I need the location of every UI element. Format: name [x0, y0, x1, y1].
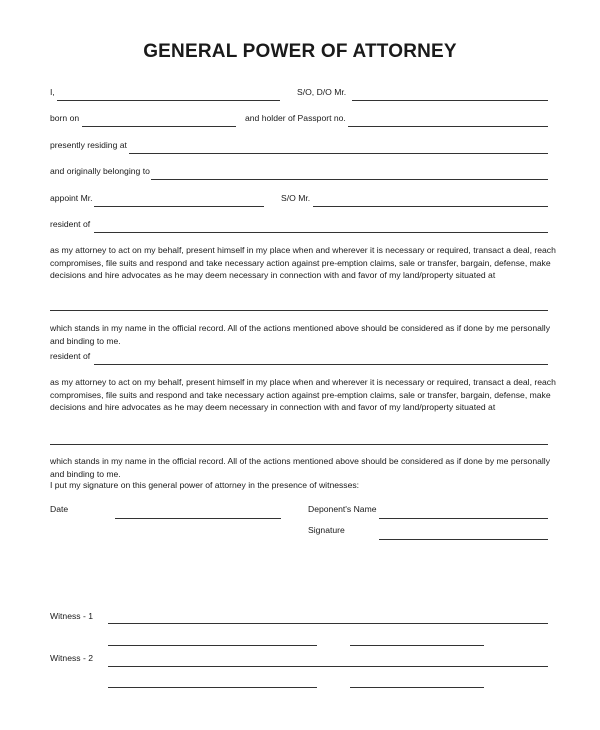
passport-number-line[interactable] — [348, 126, 548, 127]
document-title: GENERAL POWER OF ATTORNEY — [143, 41, 457, 62]
origin-line[interactable] — [151, 179, 548, 180]
attorney-clause-2: as my attorney to act on my behalf, present himself in my place when and wherever it is necessary or required, transact a deal, reach compromises, file suits and respond and take necessary action against pre-emption claims, sale or transfer, bargain, defense, make decisions and hire advocates as he may deem necessary in connection with and favor of my land/property situated at — [50, 377, 556, 413]
label-so-do: S/O, D/O Mr. — [297, 87, 347, 97]
attorney-residence-line[interactable] — [94, 232, 548, 233]
witness-2-line[interactable] — [108, 666, 548, 667]
label-i: I, — [50, 87, 55, 97]
resident-line-2[interactable] — [94, 364, 548, 365]
record-clause-2: which stands in my name in the official record. All of the actions mentioned above should be considered as if done by me personally and binding to me. — [50, 456, 550, 479]
birth-date-line[interactable] — [82, 126, 236, 127]
label-belonging: and originally belonging to — [50, 166, 150, 176]
label-resident-1: resident of — [50, 219, 91, 229]
record-clause-1: which stands in my name in the official record. All of the actions mentioned above should be considered as if done by me personally and binding to me. — [50, 323, 550, 346]
property-location-line-1[interactable] — [50, 310, 548, 311]
residence-line[interactable] — [129, 153, 548, 154]
signature-statement: I put my signature on this general power of attorney in the presence of witnesses: — [50, 480, 360, 490]
label-residing: presently residing at — [50, 140, 127, 150]
label-deponent-name: Deponent's Name — [308, 504, 377, 514]
witness-2-signature-line[interactable] — [350, 687, 484, 688]
label-witness-2: Witness - 2 — [50, 653, 93, 663]
witness-1-line[interactable] — [108, 623, 548, 624]
date-line[interactable] — [115, 518, 281, 519]
deponent-name-line[interactable] — [379, 518, 548, 519]
attorney-name-line[interactable] — [94, 206, 264, 207]
label-appoint: appoint Mr. — [50, 193, 93, 203]
label-signature: Signature — [308, 525, 345, 535]
label-passport: and holder of Passport no. — [245, 113, 346, 123]
witness-1-signature-line[interactable] — [350, 645, 484, 646]
witness-1-name-line[interactable] — [108, 645, 317, 646]
label-born-on: born on — [50, 113, 80, 123]
name-line[interactable] — [57, 100, 280, 101]
witness-2-name-line[interactable] — [108, 687, 317, 688]
attorney-clause-1: as my attorney to act on my behalf, present himself in my place when and wherever it is necessary or required, transact a deal, reach compromises, file suits and respond and take necessary action against pre-emption claims, sale or transfer, bargain, defense, make decisions and hire advocates as he may deem necessary in connection with and favor of my land/property situated at — [50, 245, 556, 281]
label-witness-1: Witness - 1 — [50, 611, 93, 621]
father-name-line[interactable] — [352, 100, 548, 101]
label-resident-2: resident of — [50, 351, 91, 361]
property-location-line-2[interactable] — [50, 444, 548, 445]
attorney-father-line[interactable] — [313, 206, 548, 207]
label-date: Date — [50, 504, 69, 514]
label-so-mr: S/O Mr. — [281, 193, 311, 203]
signature-line[interactable] — [379, 539, 548, 540]
